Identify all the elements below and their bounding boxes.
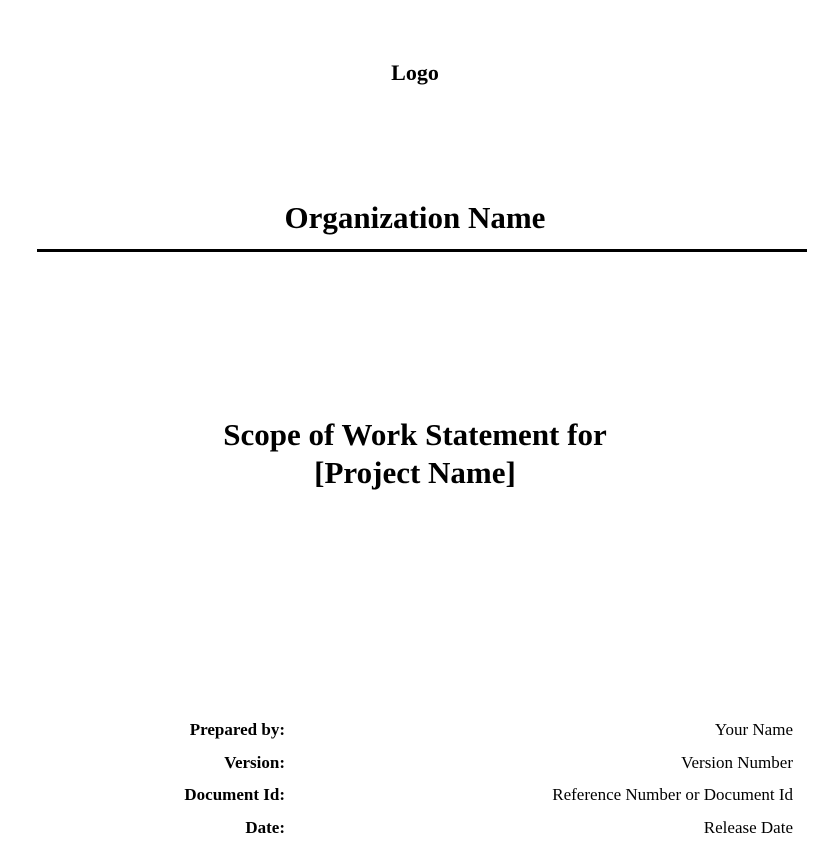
metadata-row-version: [0, 749, 838, 782]
metadata-row-date: [0, 814, 838, 847]
date-value: Release Date: [703, 817, 793, 837]
document-title-line-1: Scope of Work Statement for: [223, 417, 607, 452]
header-divider: [37, 249, 807, 252]
document-id-value: Reference Number or Document Id: [552, 785, 793, 804]
document-metadata: [0, 716, 838, 846]
metadata-row-prepared-by: [0, 716, 838, 749]
version-label: Version:: [224, 752, 285, 772]
organization-name: Organization Name: [284, 200, 546, 235]
prepared-by-label: Prepared by:: [189, 720, 285, 739]
date-label: Date:: [245, 817, 285, 837]
document-title-line-2: [Project Name]: [314, 455, 516, 490]
version-value: Version Number: [681, 752, 793, 772]
logo-placeholder: Logo: [391, 60, 439, 85]
document-id-label: Document Id:: [184, 785, 285, 804]
document-title: [0, 416, 830, 492]
metadata-row-document-id: [0, 781, 838, 814]
prepared-by-value: Your Name: [714, 720, 793, 739]
